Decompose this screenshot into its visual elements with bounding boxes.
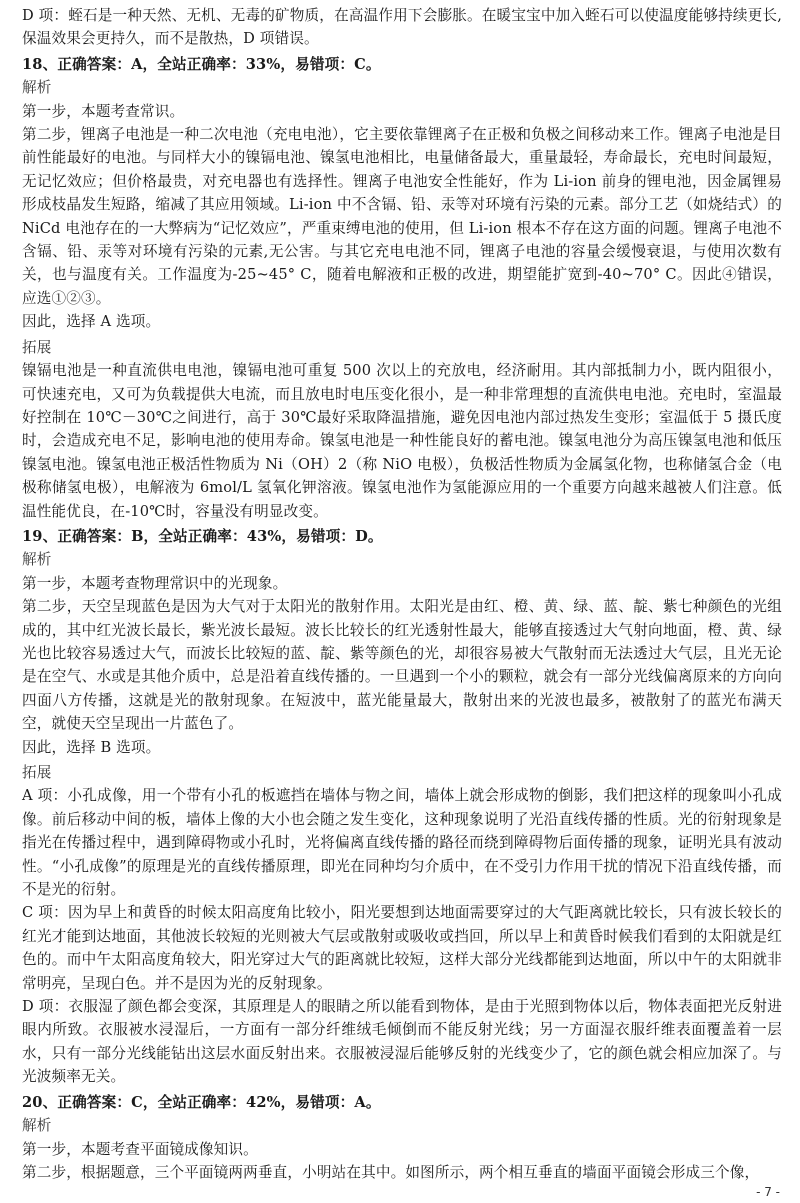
q19-option-a: A 项：小孔成像，用一个带有小孔的板遮挡在墙体与物之间，墙体上就会形成物的倒影，我们把这样的现象叫小孔成像。前后移动中间的板，墙体上像的大小也会随之发生变化，这种现象说明了光沿直线传播的性质。光的衍射现象是指光在传播过程中，遇到障碍物或小孔时，光将偏离直线传播的路径而绕到障碍物后面传播的现象，证明光具有波动性。“小孔成像”的原理是光的直线传播原理，即光在同种均匀介质中，在不受引力作用干扰的情况下沿直线传播，而不是光的衍射。 <box>22 787 782 899</box>
q19-conclusion: 因此，选择 B 选项。 <box>22 738 161 756</box>
q19-analysis-label: 解析 <box>22 551 52 569</box>
q19-option-d: D 项：衣服湿了颜色都会变深，其原理是人的眼睛之所以能看到物体，是由于光照到物体以后，物体表面把光反射进眼内所致。衣服被水浸湿后，一方面有一部分纤维绒毛倾倒而不能反射光线；另一方面湿衣服纤维表面覆盖着一层水，只有一部分光线能钻出这层水面反射出来。衣服被浸湿后能够反射的光线变少了，它的颜色就会相应加深了。与光波频率无关。 <box>22 998 782 1086</box>
q19-option-c: C 项：因为早上和黄昏的时候太阳高度角比较小，阳光要想到达地面需要穿过的大气距离就比较长，只有波长较长的红光才能到达地面，其他波长较短的光则被大气层或散射或吸收或挡回，所以早上和黄昏时候我们看到的太阳就是红色的。而中午太阳高度角较大，阳光穿过大气的距离就比较短，这样大部分光线都能到达地面，所以中午的太阳就非常明亮，呈现白色。并不是因为光的反射现象。 <box>22 904 783 992</box>
q19-step2: 第二步，天空呈现蓝色是因为大气对于太阳光的散射作用。太阳光是由红、橙、黄、绿、蓝、靛、紫七种颜色的光组成的，其中红光波长最长，紫光波长最短。波长比较长的红光透射性最大，能够直接透过大气射向地面，橙、黄、绿光也比较容易透过大气，而波长比较短的蓝、靛、紫等颜色的光，却很容易被大气散射而无法透过大气层，且光无论是在空气、水或是其他介质中，总是沿着直线传播的。一旦遇到一个小的颗粒，就会有一部分光线偏离原来的方向向四面八方传播，这就是光的散射现象。在短波中，蓝光能量最大，散射出来的光波也最多，被散射了的蓝光布满天空，就使天空呈现出一片蓝色了。 <box>22 598 782 733</box>
q20-analysis-label: 解析 <box>22 1117 52 1135</box>
q18-conclusion: 因此，选择 A 选项。 <box>22 313 161 331</box>
q17-option-d: D 项：蛭石是一种天然、无机、无毒的矿物质，在高温作用下会膨胀。在暖宝宝中加入蛭石可以使温度能够持续更长,保温效果会更持久，而不是散热，D 项错误。 <box>22 7 782 48</box>
page-number: - 7 - <box>756 1185 780 1199</box>
q18-step2: 第二步，锂离子电池是一种二次电池（充电电池），它主要依靠锂离子在正极和负极之间移动来工作。锂离子电池是目前性能最好的电池。与同样大小的镍镉电池、镍氢电池相比，电量储备最大，重量最轻，寿命最长，充电时间最短，无记忆效应；但价格最贵，对充电器也有选择性。锂离子电池安全性能好，作为 Li-ion 前身的锂电池，因金属锂易形成枝晶发生短路，缩减了其应用领域。Li-ion 中不含镉、铅、汞等对环境有污染的元素。部分工艺（如烧结式）的 NiCd 电池存在的一大弊病为“记忆效应”，严重束缚电池的使用，但 Li-ion 根本不存在这方面的问题。锂离子电池不含镉、铅、汞等对环境有污染的元素,无公害。与其它充电电池不同，锂离子电池的容量会缓慢衰退，与使用次数有关，也与温度有关。工作温度为-25~45° C，随着电解液和正极的改进，期望能扩宽到-40~70° C。因此④错误，应选①②③。 <box>22 126 782 307</box>
q20-step2: 第二步，根据题意，三个平面镜两两垂直，小明站在其中。如图所示，两个相互垂直的墙面平面镜会形成三个像， <box>22 1163 760 1181</box>
document-page <box>22 4 782 1184</box>
q18-step1: 第一步，本题考查常识。 <box>22 102 185 120</box>
q19-extension-label: 拓展 <box>22 764 52 781</box>
q20-header: 20、正确答案：C，全站正确率：42%，易错项：A。 <box>22 1093 381 1111</box>
q18-analysis-label: 解析 <box>22 79 52 97</box>
q18-extension-label: 拓展 <box>22 338 52 356</box>
q20-step1: 第一步，本题考查平面镜成像知识。 <box>22 1140 258 1158</box>
q19-header: 19、正确答案：B，全站正确率：43%，易错项：D。 <box>22 527 383 545</box>
q19-step1: 第一步，本题考查物理常识中的光现象。 <box>22 574 288 592</box>
q18-extension: 镍镉电池是一种直流供电电池，镍镉电池可重复 500 次以上的充放电，经济耐用。其内部抵制力小，既内阻很小，可快速充电，又可为负载提供大电流，而且放电时电压变化很小，是一种非常理想的直流供电电池。充电时，室温最好控制在 10℃－30℃之间进行，高于 30℃最好采取降温措施，避免因电池内部过热发生变形；室温低于 5 摄氏度时，会造成充电不足，影响电池的使用寿命。镍氢电池是一种性能良好的蓄电池。镍氢电池分为高压镍氢电池和低压镍氢电池。镍氢电池正极活性物质为 Ni（OH）2（称 NiO 电极），负极活性物质为金属氢化物，也称储氢合金（电极称储氢电极），电解液为 6mol/L 氢氧化钾溶液。镍氢电池作为氢能源应用的一个重要方向越来越被人们注意。低温性能优良，在-10℃时，容量没有明显改变。 <box>22 362 782 520</box>
q18-header: 18、正确答案：A，全站正确率：33%，易错项：C。 <box>22 55 381 73</box>
